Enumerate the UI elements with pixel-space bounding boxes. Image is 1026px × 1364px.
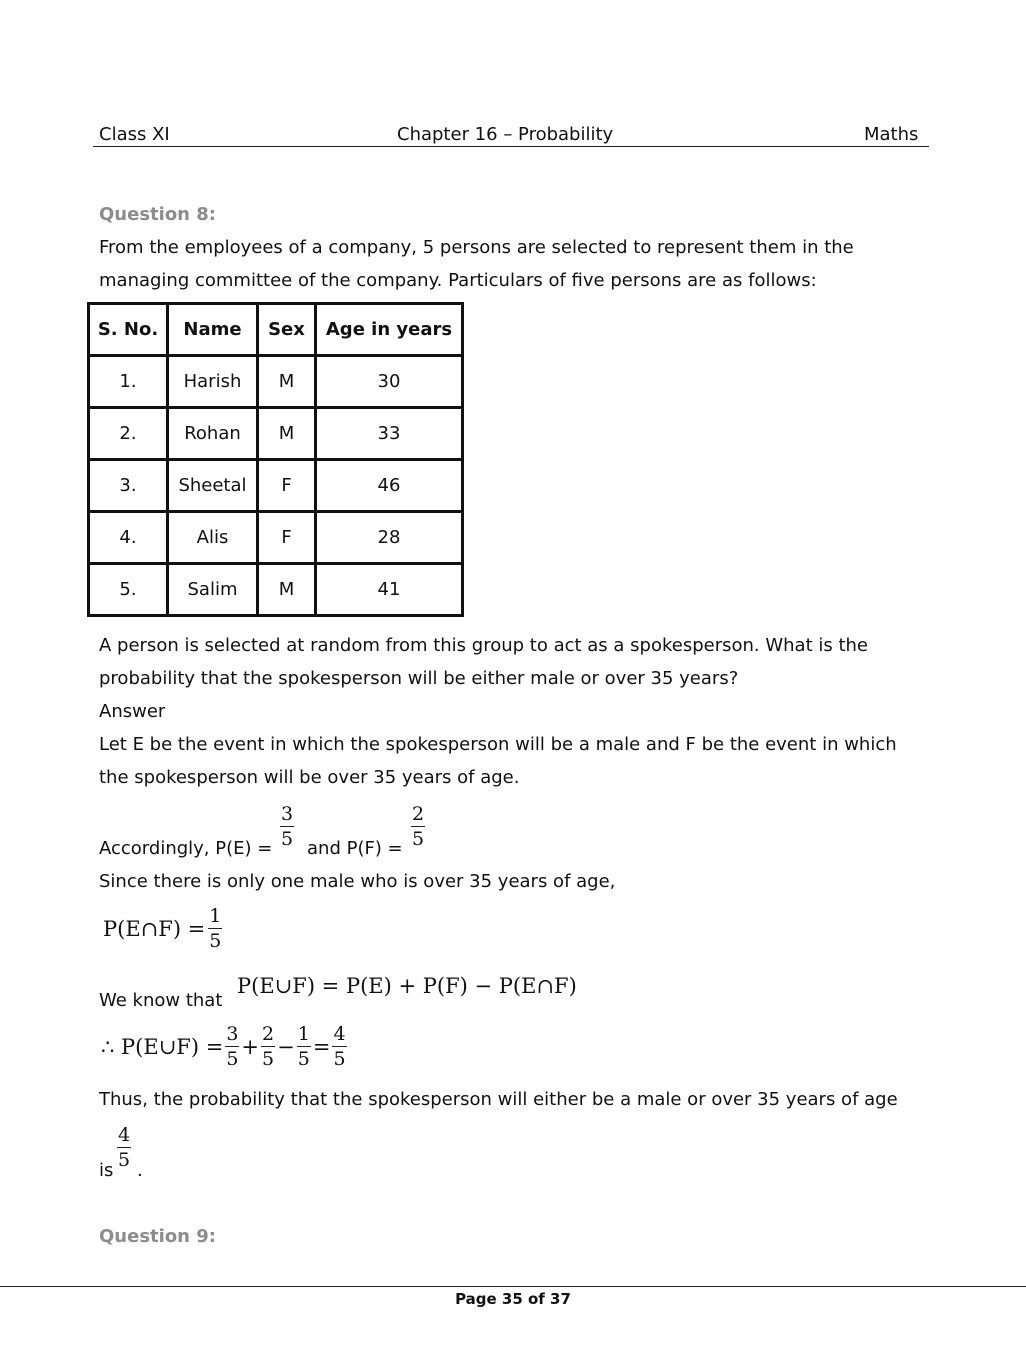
let-line2: the spokesperson will be over 35 years of age. bbox=[99, 767, 520, 788]
therefore-lhs: ∴ P(E∪F) = bbox=[101, 1034, 224, 1059]
table-row bbox=[89, 460, 463, 512]
cell-sex: M bbox=[258, 356, 316, 408]
cell-age: 46 bbox=[316, 460, 463, 512]
col-header-age: Age in years bbox=[316, 304, 463, 356]
header-chapter: Chapter 16 – Probability bbox=[397, 124, 614, 145]
is-label: is bbox=[99, 1160, 114, 1181]
cell-sex: F bbox=[258, 512, 316, 564]
header-subject: Maths bbox=[864, 124, 919, 145]
cell-age: 30 bbox=[316, 356, 463, 408]
table-header-row bbox=[89, 304, 463, 356]
persons-table bbox=[87, 302, 464, 617]
term2-numerator: 2 bbox=[262, 1023, 275, 1045]
pe-numerator: 3 bbox=[281, 803, 294, 825]
table-row bbox=[89, 564, 463, 616]
cell-sno: 5. bbox=[89, 564, 168, 616]
plus-sign: + bbox=[241, 1034, 260, 1059]
cell-age: 33 bbox=[316, 408, 463, 460]
thus-text: Thus, the probability that the spokesperson will either be a male or over 35 years of age bbox=[99, 1089, 898, 1110]
header-class: Class XI bbox=[99, 124, 170, 145]
cell-sno: 2. bbox=[89, 408, 168, 460]
final-period: . bbox=[137, 1160, 143, 1181]
table-row bbox=[89, 356, 463, 408]
cell-age: 41 bbox=[316, 564, 463, 616]
intersection-numerator: 1 bbox=[209, 905, 222, 927]
since-text: Since there is only one male who is over 35 years of age, bbox=[99, 871, 616, 892]
term3-numerator: 1 bbox=[297, 1023, 310, 1045]
cell-sex: M bbox=[258, 564, 316, 616]
intersection-lhs: P(E∩F) = bbox=[103, 916, 206, 941]
question-text-line2: probability that the spokesperson will be either male or over 35 years? bbox=[99, 668, 739, 689]
cell-name: Harish bbox=[168, 356, 258, 408]
equals-sign: = bbox=[312, 1034, 331, 1059]
question-text-line1: A person is selected at random from this group to act as a spokesperson. What is the bbox=[99, 635, 869, 656]
term1-numerator: 3 bbox=[226, 1023, 239, 1045]
let-line1: Let E be the event in which the spokesperson will be a male and F be the event in which bbox=[99, 734, 897, 755]
cell-sno: 3. bbox=[89, 460, 168, 512]
cell-name: Alis bbox=[168, 512, 258, 564]
question-8-intro-line1: From the employees of a company, 5 persons are selected to represent them in the bbox=[99, 237, 854, 258]
cell-sno: 1. bbox=[89, 356, 168, 408]
question-9-heading: Question 9: bbox=[99, 1226, 216, 1247]
pf-fraction bbox=[411, 804, 425, 849]
page-number: Page 35 of 37 bbox=[455, 1290, 571, 1308]
intersection-denominator: 5 bbox=[209, 930, 222, 952]
cell-name: Rohan bbox=[168, 408, 258, 460]
table-row bbox=[89, 512, 463, 564]
intersection-equation bbox=[103, 906, 222, 951]
pf-denominator: 5 bbox=[412, 828, 425, 850]
footer-rule bbox=[0, 1286, 1026, 1287]
and-pf-text: and P(F) = bbox=[307, 838, 403, 859]
col-header-sno: S. No. bbox=[89, 304, 168, 356]
we-know-text: We know that bbox=[99, 990, 223, 1011]
therefore-equation bbox=[101, 1024, 347, 1069]
cell-name: Sheetal bbox=[168, 460, 258, 512]
question-8-heading: Question 8: bbox=[99, 204, 216, 225]
result-denominator: 5 bbox=[333, 1048, 346, 1070]
cell-sex: M bbox=[258, 408, 316, 460]
pf-numerator: 2 bbox=[412, 803, 425, 825]
minus-sign: − bbox=[277, 1034, 295, 1059]
cell-age: 28 bbox=[316, 512, 463, 564]
term3-denominator: 5 bbox=[297, 1048, 310, 1070]
table-row bbox=[89, 408, 463, 460]
pe-fraction bbox=[280, 804, 294, 849]
question-8-intro-line2: managing committee of the company. Particulars of five persons are as follows: bbox=[99, 270, 817, 291]
final-fraction bbox=[117, 1125, 131, 1170]
col-header-name: Name bbox=[168, 304, 258, 356]
answer-label: Answer bbox=[99, 701, 166, 722]
final-numerator: 4 bbox=[118, 1124, 131, 1146]
cell-sno: 4. bbox=[89, 512, 168, 564]
term1-denominator: 5 bbox=[226, 1048, 239, 1070]
col-header-sex: Sex bbox=[258, 304, 316, 356]
cell-sex: F bbox=[258, 460, 316, 512]
union-formula: P(E∪F) = P(E) + P(F) − P(E∩F) bbox=[237, 974, 577, 998]
result-numerator: 4 bbox=[333, 1023, 346, 1045]
accordingly-text: Accordingly, P(E) = bbox=[99, 838, 273, 859]
term2-denominator: 5 bbox=[262, 1048, 275, 1070]
final-denominator: 5 bbox=[118, 1149, 131, 1171]
pe-denominator: 5 bbox=[281, 828, 294, 850]
header-rule bbox=[93, 146, 929, 147]
cell-name: Salim bbox=[168, 564, 258, 616]
